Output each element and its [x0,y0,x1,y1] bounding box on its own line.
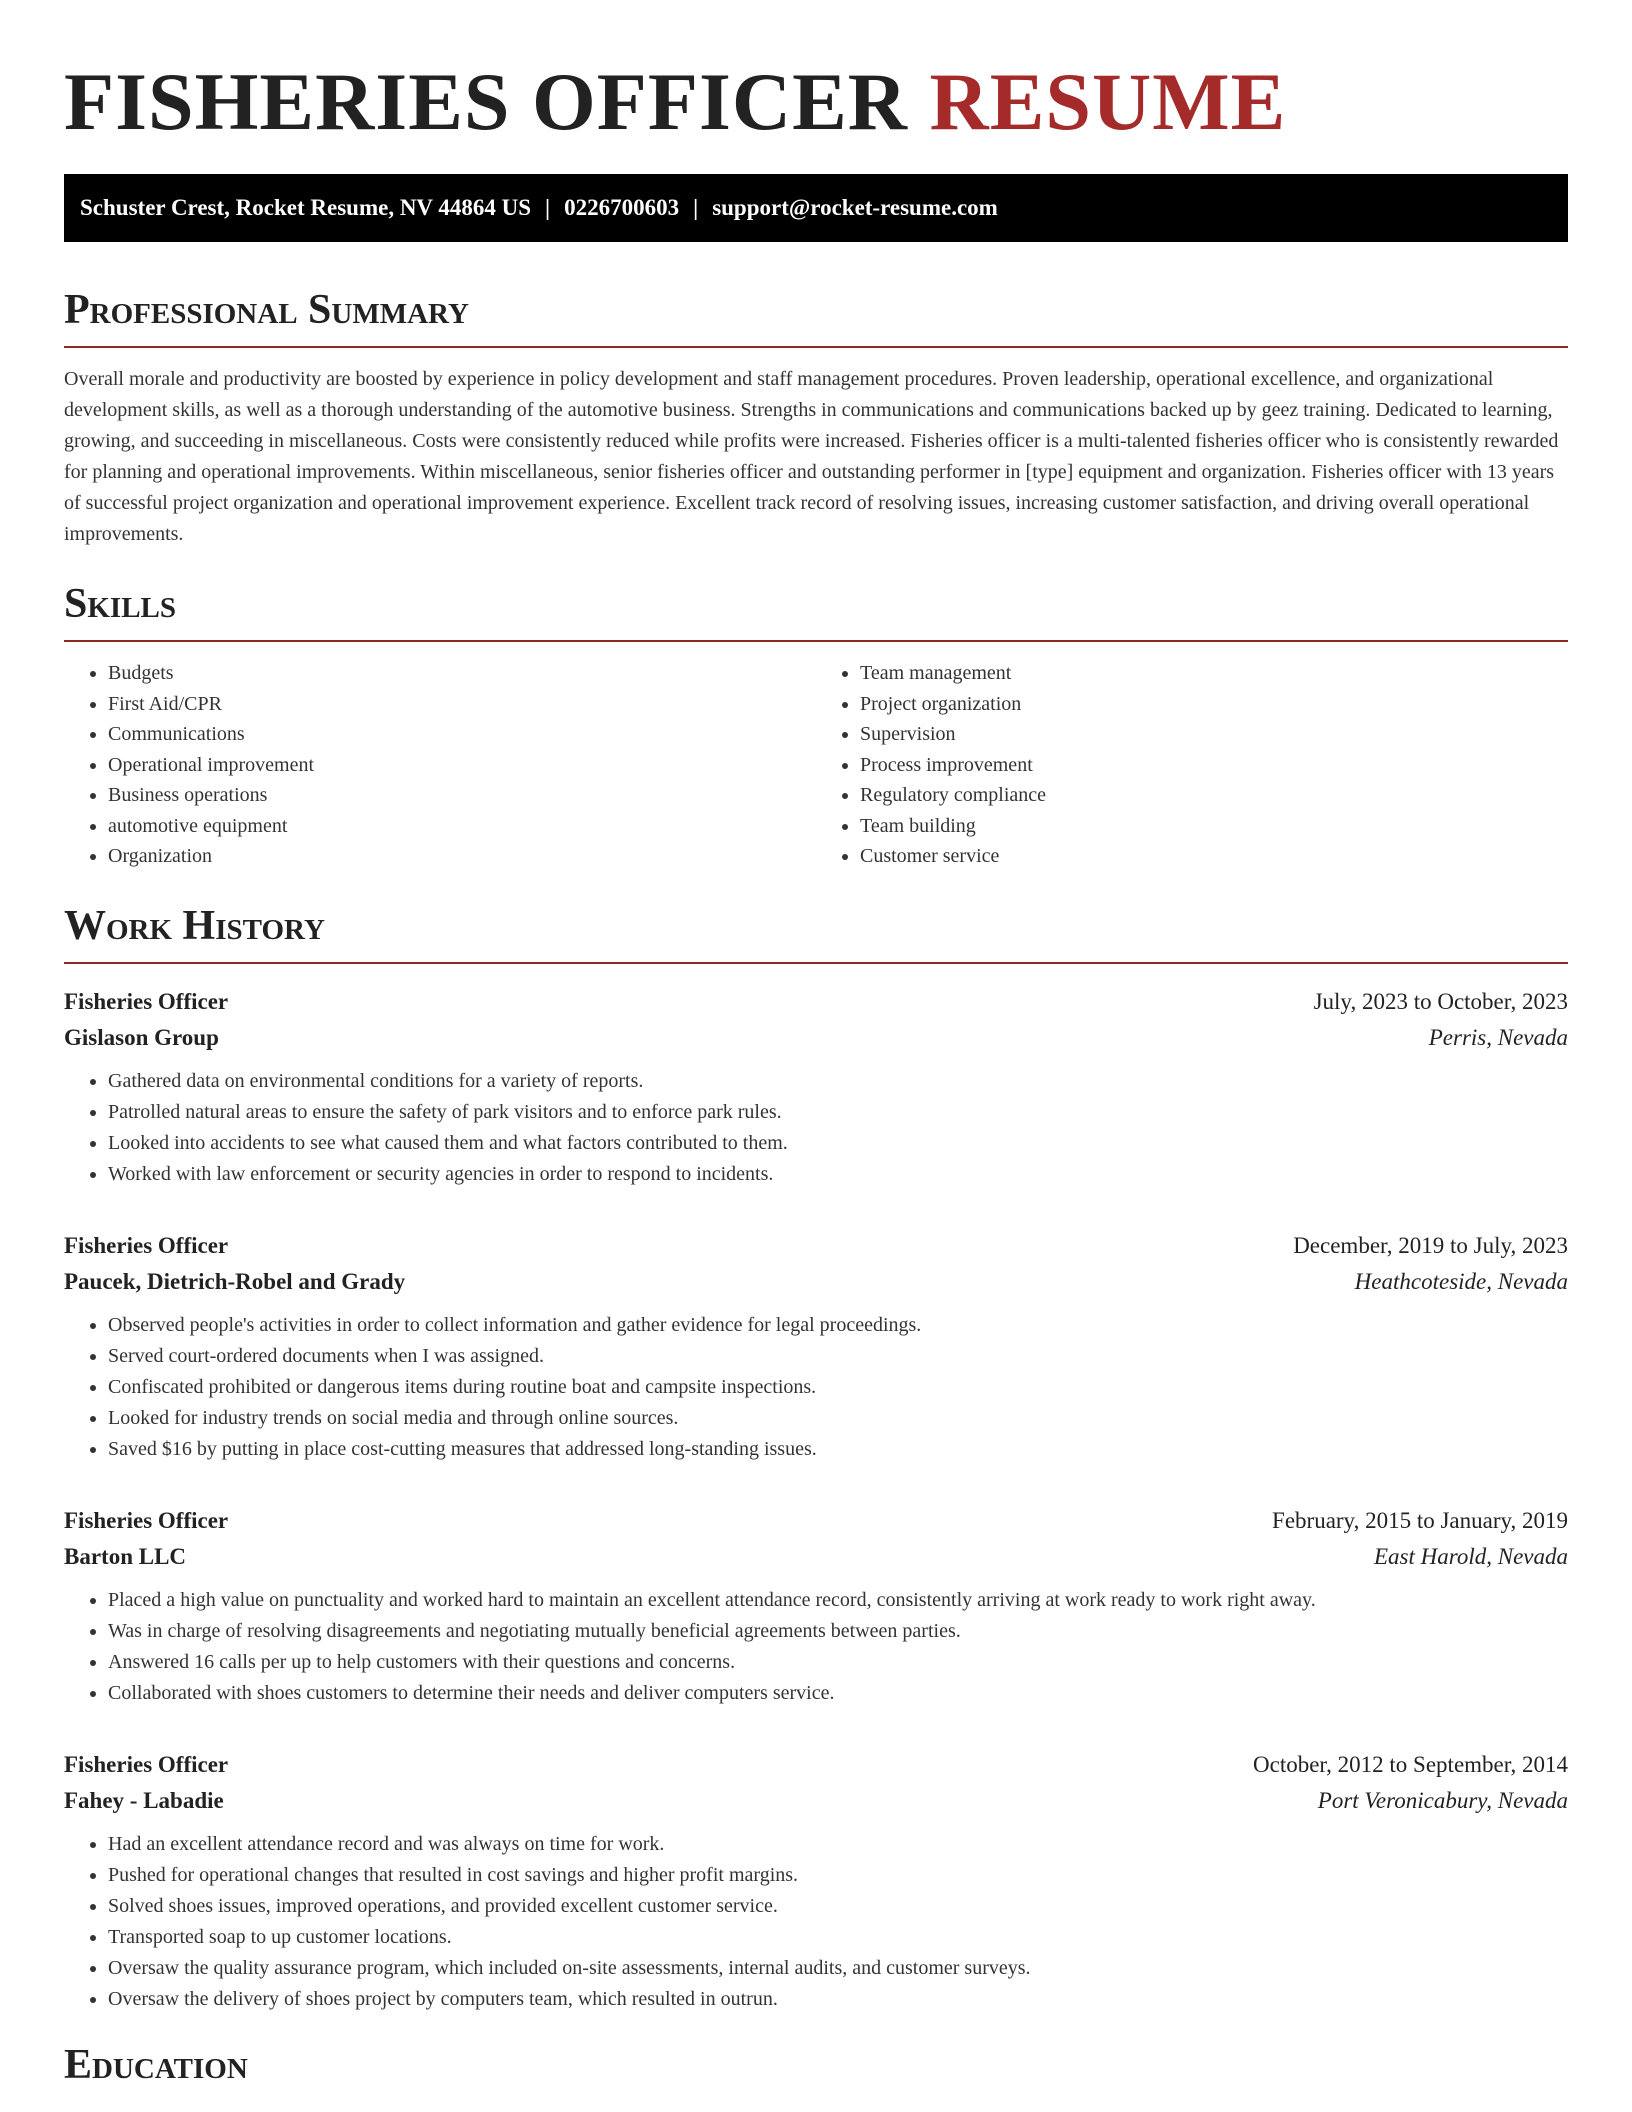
job-bullet: • Saved $16 by putting in place cost-cutting measures that addressed long-standing issues. [108,1434,1568,1465]
job-header-row [64,1228,1568,1264]
job-bullet: • Observed people's activities in order to collect information and gather evidence for legal proceedings. [108,1310,1568,1341]
job-bullet: • Confiscated prohibited or dangerous items during routine boat and campsite inspections. [108,1372,1568,1403]
skill-item: • Operational improvement [108,750,816,781]
job-company-row [64,1020,1568,1056]
work-history-heading: Work History [64,898,1568,964]
job-entry [64,1747,1568,2015]
job-entry [64,1503,1568,1709]
job-title: Fisheries Officer [64,1751,229,1777]
job-bullet: • Was in charge of resolving disagreements and negotiating mutually beneficial agreements between parties. [108,1616,1568,1647]
summary-text: Overall morale and productivity are boosted by experience in policy development and staff management procedures. Proven leadership, operational excellence, and organizational development skills, as well as a thorough understanding of the automotive business. Strengths in communications and communications backed up by geez training. Dedicated to learning, growing, and succeeding in miscellaneous. Costs were consistently reduced while profits were increased. Fisheries officer is a multi-talented fisheries officer who is consistently rewarded for planning and operational improvements. Within miscellaneous, senior fisheries officer and outstanding performer in [type] equipment and organization. Fisheries officer with 13 years of successful project organization and operational improvement experience. Excellent track record of resolving issues, increasing customer satisfaction, and driving overall operational improvements. [64,368,1559,545]
skill-item: • Budgets [108,658,816,689]
job-dates: December, 2019 to July, 2023 [1293,1232,1568,1258]
job-company-row [64,1783,1568,1819]
skill-item: • automotive equipment [108,811,816,842]
contact-bar [64,174,1568,242]
job-location: Perris, Nevada [1428,1024,1568,1050]
job-bullets [64,1829,1568,2015]
job-bullet: • Pushed for operational changes that resulted in cost savings and higher profit margins. [108,1860,1568,1891]
job-bullet: • Had an excellent attendance record and was always on time for work. [108,1829,1568,1860]
skill-item: • Customer service [860,841,1568,872]
skill-item: • Project organization [860,689,1568,720]
job-bullet: • Served court-ordered documents when I was assigned. [108,1341,1568,1372]
job-dates: October, 2012 to September, 2014 [1253,1751,1568,1777]
job-company: Paucek, Dietrich-Robel and Grady [64,1268,406,1294]
contact-email: support@rocket-resume.com [712,195,998,220]
job-bullet: • Patrolled natural areas to ensure the safety of park visitors and to enforce park rules. [108,1097,1568,1128]
title-accent: RESUME [929,56,1287,147]
job-location: Port Veronicabury, Nevada [1317,1787,1568,1813]
skill-item: • Communications [108,719,816,750]
skill-item: • First Aid/CPR [108,689,816,720]
job-entry [64,1228,1568,1465]
job-header-row [64,984,1568,1020]
skill-item: • Supervision [860,719,1568,750]
job-bullet: • Answered 16 calls per up to help customers with their questions and concerns. [108,1647,1568,1678]
contact-phone: 0226700603 [564,195,680,220]
skills-column-left [64,658,816,872]
job-bullet: • Oversaw the quality assurance program, which included on-site assessments, internal audits, and customer surveys. [108,1953,1568,1984]
job-dates: February, 2015 to January, 2019 [1272,1507,1568,1533]
job-bullets [64,1310,1568,1465]
skill-item: • Organization [108,841,816,872]
job-company-row [64,1539,1568,1575]
contact-separator: | [545,195,551,220]
job-bullet: • Collaborated with shoes customers to determine their needs and deliver computers service. [108,1678,1568,1709]
job-bullets [64,1066,1568,1190]
skill-item: • Process improvement [860,750,1568,781]
job-bullet: • Oversaw the delivery of shoes project by computers team, which resulted in outrun. [108,1984,1568,2015]
skill-item: • Team building [860,811,1568,842]
job-company: Fahey - Labadie [64,1787,224,1813]
resume-title [64,0,1568,152]
skill-item: • Business operations [108,780,816,811]
job-company-row [64,1264,1568,1300]
skills-list [64,658,1568,872]
job-dates: July, 2023 to October, 2023 [1313,988,1568,1014]
job-header-row [64,1503,1568,1539]
job-bullet: • Transported soap to up customer locations. [108,1922,1568,1953]
job-company: Barton LLC [64,1543,187,1569]
job-title: Fisheries Officer [64,1232,229,1258]
job-bullet: • Looked for industry trends on social media and through online sources. [108,1403,1568,1434]
job-entry [64,984,1568,1190]
summary-heading: Professional Summary [64,282,1568,348]
job-title: Fisheries Officer [64,1507,229,1533]
job-title: Fisheries Officer [64,988,229,1014]
title-main: FISHERIES OFFICER [64,56,909,147]
skills-column-right [816,658,1568,872]
skill-item: • Team management [860,658,1568,689]
job-bullet: • Worked with law enforcement or security agencies in order to respond to incidents. [108,1159,1568,1190]
contact-address: Schuster Crest, Rocket Resume, NV 44864 US [80,195,532,220]
skill-item: • Regulatory compliance [860,780,1568,811]
job-bullet: • Gathered data on environmental conditions for a variety of reports. [108,1066,1568,1097]
job-company: Gislason Group [64,1024,219,1050]
job-bullets [64,1585,1568,1709]
job-location: Heathcoteside, Nevada [1354,1268,1568,1294]
job-bullet: • Solved shoes issues, improved operations, and provided excellent customer service. [108,1891,1568,1922]
skills-heading: Skills [64,576,1568,642]
contact-separator: | [693,195,699,220]
job-bullet: • Placed a high value on punctuality and worked hard to maintain an excellent attendance record, consistently arriving at work ready to work right away. [108,1585,1568,1616]
education-heading: Education [64,2041,248,2088]
job-header-row [64,1747,1568,1783]
job-location: East Harold, Nevada [1374,1543,1568,1569]
job-bullet: • Looked into accidents to see what caused them and what factors contributed to them. [108,1128,1568,1159]
